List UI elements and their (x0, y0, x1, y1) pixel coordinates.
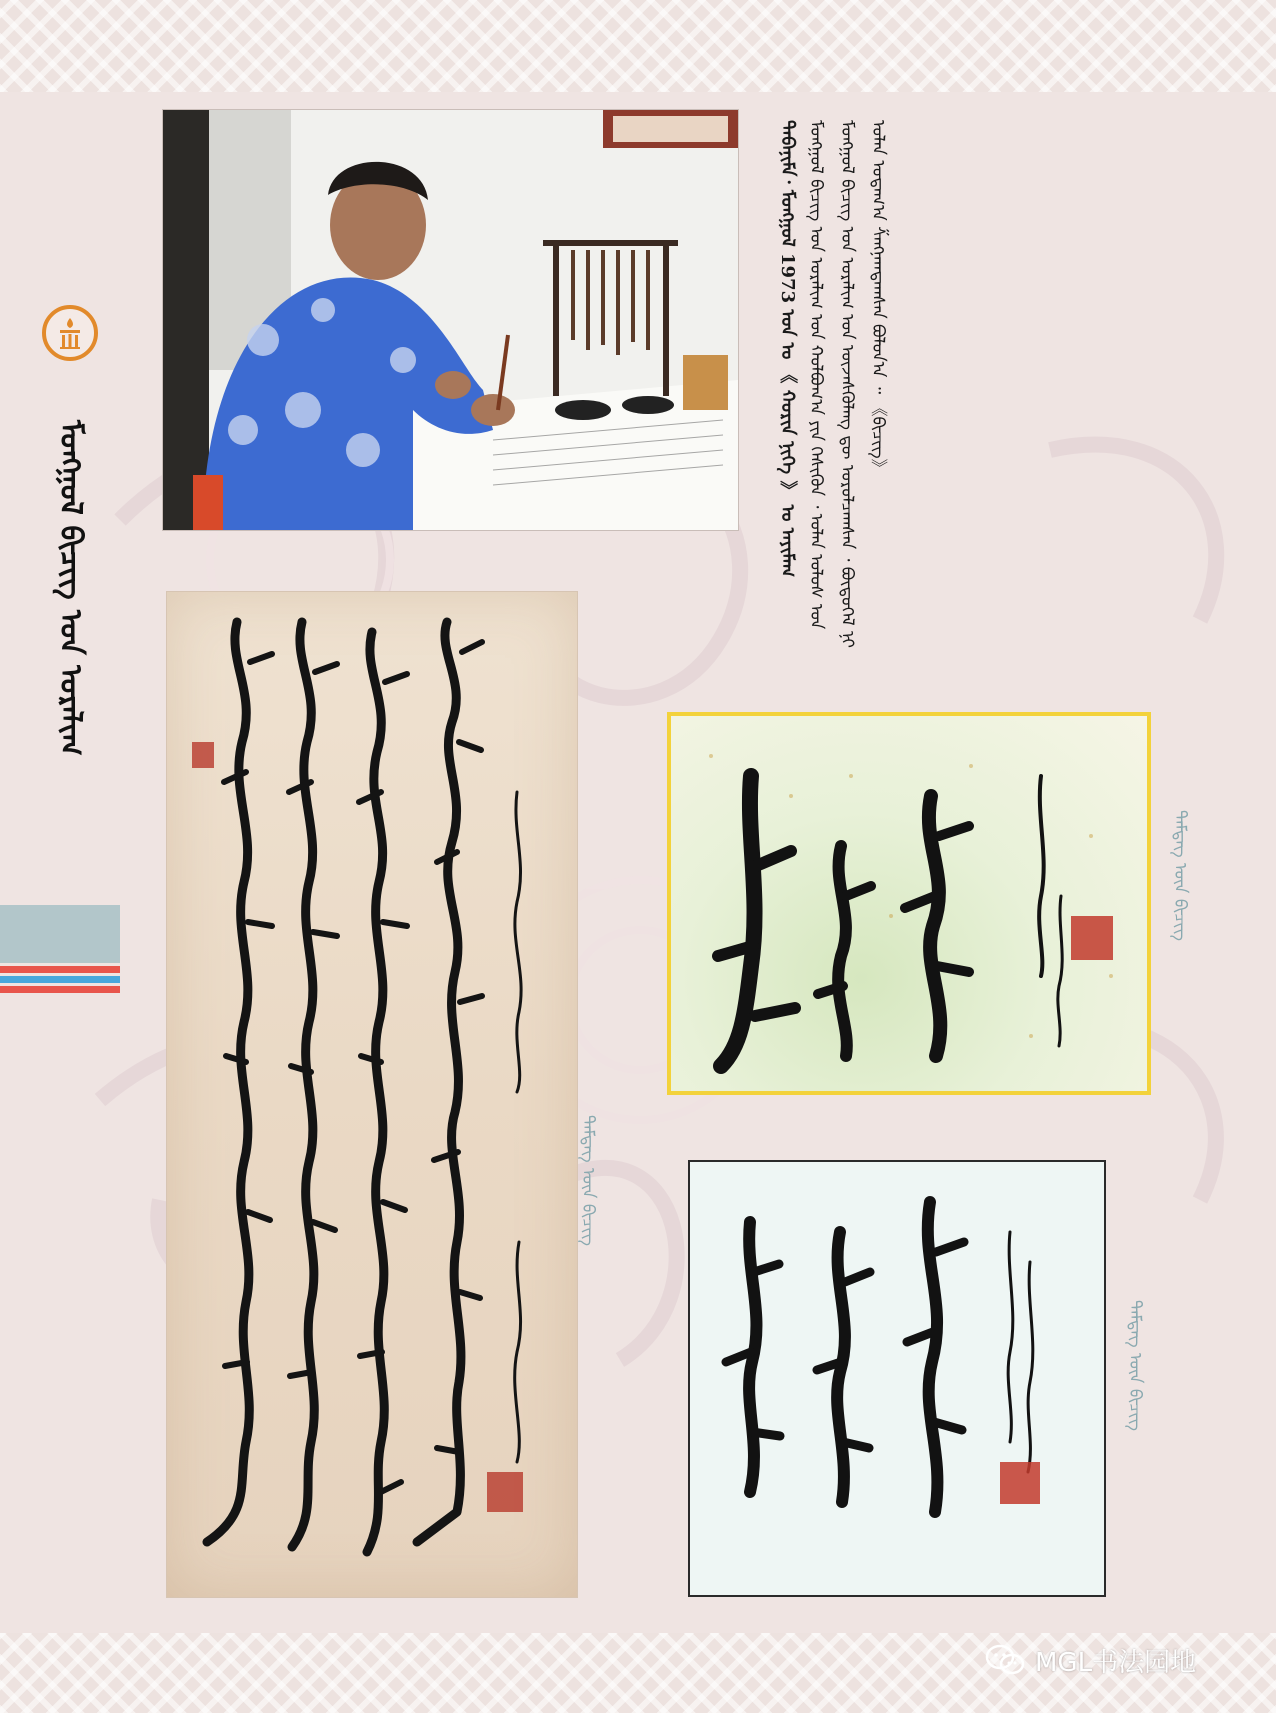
top-pattern-band (0, 0, 1276, 92)
caption-yellow-work: ᠲᠡᠮᠳᠡᠭ ᠦᠨ ᠪᠢᠴᠢᠭ (1170, 810, 1190, 941)
magazine-title: ᠮᠣᠩᠭᠣᠯ ᠪᠢᠴᠢᠭ ᠤᠨ ᠤᠷᠠᠯᠢᠭ (53, 420, 88, 756)
color-stripe-blocks (0, 905, 120, 993)
red-stripe (0, 986, 120, 993)
article-paragraph: ᠣᠯᠠᠨ ᠤᠯᠤᠰ ᠤᠨ ᠮᠣᠩᠭᠣᠯ ᠪᠢᠴᠢᠭ ᠤᠨ ᠤᠷᠠᠯᠢᠭ ᠤᠨ ᠦᠵᠡᠰᠬᠦᠯᠡᠩ ᠳᠦ ᠣᠷᠣᠯᠴᠠᠭᠰᠠᠨ ᠂ (806, 120, 857, 630)
magazine-logo (42, 305, 98, 361)
seal-stamp (192, 742, 214, 768)
calligraphy-scroll-large (167, 592, 577, 1597)
calligraphy-yellow-frame (667, 712, 1151, 1095)
article-paragraph: ᠮᠣᠩᠭᠣᠯ ᠪᠢᠴᠢᠭ ᠤᠨ ᠤᠷᠠᠯᠢᠭ ᠤᠨ ᠬᠣᠯᠪᠣᠭ᠎ᠠ ᠶᠢᠨ ᠭᠡᠰᠢᠭᠦᠨ ᠂ (806, 120, 826, 509)
watermark (985, 1640, 1196, 1680)
caption-left-work: ᠲᠡᠮᠳᠡᠭ ᠦᠨ ᠪᠢᠴᠢᠭ (578, 1115, 598, 1246)
seal-stamp (487, 1472, 523, 1512)
photo-illustration (163, 110, 738, 530)
seal-stamp (1071, 916, 1113, 960)
calligraphy-artwork (690, 1162, 1104, 1595)
calligraphy-small-frame (688, 1160, 1106, 1597)
article-paragraph: 《ᠪᠢᠴᠢᠭ᠌》 (868, 399, 888, 476)
wechat-icon (985, 1643, 1025, 1677)
article-body (800, 120, 1080, 660)
red-stripe (0, 966, 120, 973)
calligrapher-photo (163, 110, 738, 530)
calligraphy-artwork (671, 716, 1147, 1091)
watermark-text: MGL书法园地 (1035, 1647, 1197, 1678)
blue-stripe (0, 976, 120, 983)
article-paragraph: ᠪᠦᠲᠦᠭᠡᠯ ᠨᠢ ᠣᠯᠠᠨ ᠤᠳᠠᠭ᠎ᠠ ᠱᠠᠩᠨᠠᠭᠳᠠᠭᠰᠠᠨ ᠪᠣᠯᠤᠨ᠎ᠠ ᠃ (837, 120, 888, 648)
author-bio-line: ᠳᠠᠪᠠᠨᠢᠮᠠ᠂ ᠮᠣᠩᠭᠣᠯ 1973 ᠣᠨ ᠤ 《 ᠬᠣᠷᠢᠨ ᠨᠢᠭᠡ 》 ᠤ ᠠᠶᠢᠮᠠᠭ (777, 120, 798, 578)
caption-small-work: ᠲᠡᠮᠳᠡᠭ ᠦᠨ ᠪᠢᠴᠢᠭ (1125, 1300, 1145, 1431)
grey-block (0, 905, 120, 963)
calligraphy-artwork (167, 592, 577, 1597)
seal-stamp (1000, 1462, 1040, 1504)
soyombo-icon (52, 315, 88, 351)
